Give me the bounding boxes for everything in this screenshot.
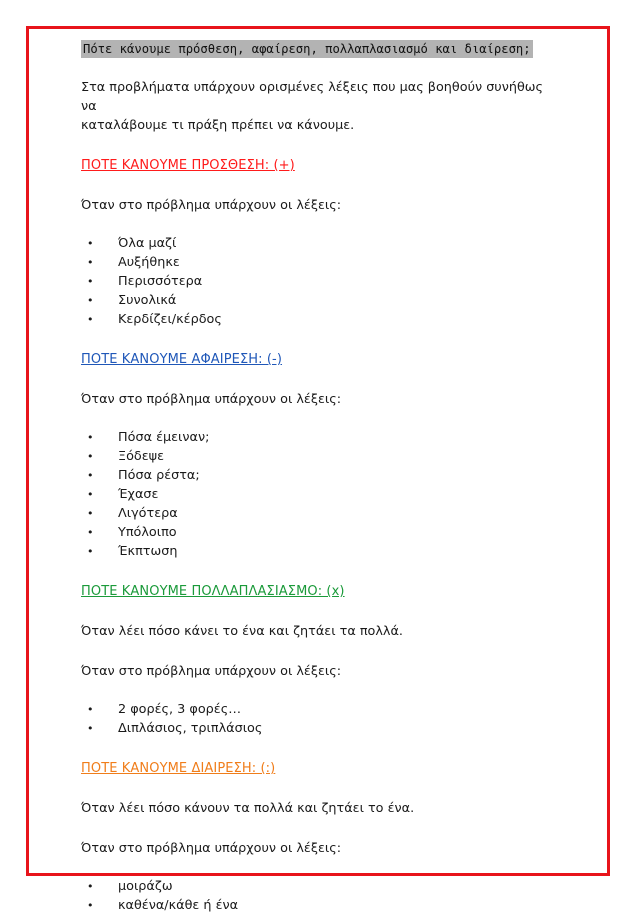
list-item: • Έχασε	[87, 487, 159, 502]
bullet-dot-icon: •	[87, 450, 94, 463]
multiplication-line: Όταν λέει πόσο κάνει το ένα και ζητάει τα πολλά.	[81, 624, 404, 639]
bullet-dot-icon: •	[87, 237, 94, 250]
page-title: Πότε κάνουμε πρόσθεση, αφαίρεση, πολλαπλασιασμό και διαίρεση;	[83, 42, 531, 56]
division-lead: Όταν στο πρόβλημα υπάρχουν οι λέξεις:	[81, 841, 342, 856]
document-body	[81, 38, 551, 915]
heading-addition: ΠΟΤΕ ΚΑΝΟΥΜΕ ΠΡΟΣΘΕΣΗ: (+)	[81, 158, 295, 173]
list-item: • Όλα μαζί	[87, 236, 177, 251]
division-line: Όταν λέει πόσο κάνουν τα πολλά και ζητάει το ένα.	[81, 801, 415, 816]
list-item: • Συνολικά	[87, 293, 177, 308]
bullet-dot-icon: •	[87, 256, 94, 269]
list-item: • Έκπτωση	[87, 544, 178, 559]
bullet-dot-icon: •	[87, 469, 94, 482]
list-item: • Αυξήθηκε	[87, 255, 180, 270]
heading-subtraction: ΠΟΤΕ ΚΑΝΟΥΜΕ ΑΦΑΙΡΕΣΗ: (-)	[81, 352, 283, 367]
bullet-dot-icon: •	[87, 545, 94, 558]
heading-division: ΠΟΤΕ ΚΑΝΟΥΜΕ ΔΙΑΙΡΕΣΗ: (:)	[81, 761, 276, 776]
bullet-dot-icon: •	[87, 526, 94, 539]
bullet-dot-icon: •	[87, 899, 94, 912]
bullet-dot-icon: •	[87, 722, 94, 735]
list-item: • καθένα/κάθε ή ένα	[87, 898, 239, 913]
list-item: • 2 φορές, 3 φορές…	[87, 702, 241, 717]
bullet-dot-icon: •	[87, 880, 94, 893]
intro-line-2: καταλάβουμε τι πράξη πρέπει να κάνουμε.	[81, 118, 355, 133]
list-item: • μοιράζω	[87, 879, 173, 894]
multiplication-list	[81, 700, 551, 738]
list-item: • Πόσα έμειναν;	[87, 430, 210, 445]
bullet-dot-icon: •	[87, 431, 94, 444]
list-item: • Υπόλοιπο	[87, 525, 177, 540]
list-item: • Κερδίζει/κέρδος	[87, 312, 222, 327]
bullet-dot-icon: •	[87, 507, 94, 520]
addition-lead: Όταν στο πρόβλημα υπάρχουν οι λέξεις:	[81, 198, 342, 213]
bullet-dot-icon: •	[87, 313, 94, 326]
bullet-dot-icon: •	[87, 703, 94, 716]
addition-list	[81, 234, 551, 329]
division-list	[81, 877, 551, 915]
list-item: • Διπλάσιος, τριπλάσιος	[87, 721, 263, 736]
heading-multiplication: ΠΟΤΕ ΚΑΝΟΥΜΕ ΠΟΛΛΑΠΛΑΣΙΑΣΜΟ: (x)	[81, 584, 345, 599]
list-item: • Περισσότερα	[87, 274, 203, 289]
intro-line-1: Στα προβλήματα υπάρχουν ορισμένες λέξεις που μας βοηθούν συνήθως να	[81, 80, 544, 114]
bullet-dot-icon: •	[87, 294, 94, 307]
subtraction-list	[81, 428, 551, 561]
bullet-dot-icon: •	[87, 488, 94, 501]
multiplication-lead: Όταν στο πρόβλημα υπάρχουν οι λέξεις:	[81, 664, 342, 679]
list-item: • Πόσα ρέστα;	[87, 468, 200, 483]
subtraction-lead: Όταν στο πρόβλημα υπάρχουν οι λέξεις:	[81, 392, 342, 407]
list-item: • Ξόδεψε	[87, 449, 165, 464]
bullet-dot-icon: •	[87, 275, 94, 288]
list-item: • Λιγότερα	[87, 506, 178, 521]
